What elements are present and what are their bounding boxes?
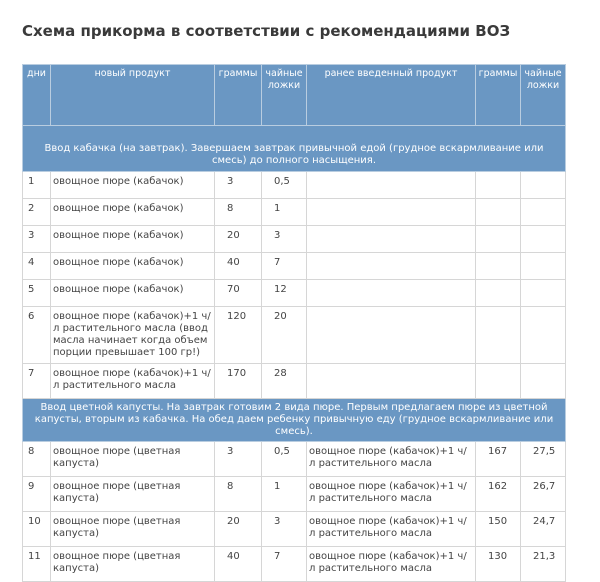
previous-spoons-cell — [521, 307, 566, 364]
grams-cell: 40 — [215, 253, 262, 280]
day-cell: 7 — [23, 364, 51, 399]
previous-product-cell: овощное пюре (кабачок)+1 ч/л растительного масла — [307, 512, 476, 547]
header-previous-grams: граммы — [476, 65, 521, 126]
previous-spoons-cell — [521, 364, 566, 399]
day-cell: 3 — [23, 226, 51, 253]
previous-grams-cell — [476, 364, 521, 399]
spoons-cell: 7 — [262, 547, 307, 582]
previous-grams-cell — [476, 172, 521, 199]
previous-product-cell: овощное пюре (кабачок)+1 ч/л растительного масла — [307, 442, 476, 477]
day-cell: 4 — [23, 253, 51, 280]
table-row — [23, 172, 566, 199]
feeding-schedule-table-wrap — [22, 64, 565, 582]
previous-spoons-cell — [521, 226, 566, 253]
previous-spoons-cell: 24,7 — [521, 512, 566, 547]
grams-cell: 20 — [215, 512, 262, 547]
section-row — [23, 399, 566, 442]
page-title: Схема прикорма в соответствии с рекомендациями ВОЗ — [22, 22, 511, 40]
spoons-cell: 28 — [262, 364, 307, 399]
grams-cell: 40 — [215, 547, 262, 582]
table-row — [23, 280, 566, 307]
grams-cell: 170 — [215, 364, 262, 399]
previous-product-cell: овощное пюре (кабачок)+1 ч/л растительного масла — [307, 477, 476, 512]
previous-product-cell — [307, 226, 476, 253]
table-row — [23, 364, 566, 399]
product-cell: овощное пюре (цветная капуста) — [51, 512, 215, 547]
spoons-cell: 7 — [262, 253, 307, 280]
previous-grams-cell: 150 — [476, 512, 521, 547]
header-grams: граммы — [215, 65, 262, 126]
previous-spoons-cell — [521, 199, 566, 226]
previous-product-cell — [307, 172, 476, 199]
feeding-schedule-table — [22, 64, 566, 582]
section-row — [23, 126, 566, 172]
previous-product-cell — [307, 280, 476, 307]
spoons-cell: 3 — [262, 512, 307, 547]
product-cell: овощное пюре (цветная капуста) — [51, 477, 215, 512]
table-row — [23, 199, 566, 226]
section-text: Ввод цветной капусты. На завтрак готовим 2 вида пюре. Первым предлагаем пюре из цветной капусты, вторым из кабачка. На обед даем ребенку привычную еду (грудное вскармливание или смесь). — [23, 399, 566, 442]
table-row — [23, 307, 566, 364]
product-cell: овощное пюре (кабачок) — [51, 172, 215, 199]
previous-product-cell — [307, 199, 476, 226]
product-cell: овощное пюре (кабачок) — [51, 253, 215, 280]
spoons-cell: 1 — [262, 199, 307, 226]
previous-product-cell — [307, 253, 476, 280]
spoons-cell: 0,5 — [262, 172, 307, 199]
header-new-product: новый продукт — [51, 65, 215, 126]
spoons-cell: 12 — [262, 280, 307, 307]
header-days: дни — [23, 65, 51, 126]
table-row — [23, 442, 566, 477]
header-spoons: чайные ложки — [262, 65, 307, 126]
spoons-cell: 0,5 — [262, 442, 307, 477]
previous-grams-cell: 162 — [476, 477, 521, 512]
day-cell: 10 — [23, 512, 51, 547]
day-cell: 11 — [23, 547, 51, 582]
spoons-cell: 20 — [262, 307, 307, 364]
day-cell: 5 — [23, 280, 51, 307]
section-text: Ввод кабачка (на завтрак). Завершаем завтрак привычной едой (грудное вскармливание или смесь) до полного насыщения. — [23, 126, 566, 172]
previous-grams-cell: 130 — [476, 547, 521, 582]
product-cell: овощное пюре (кабачок) — [51, 199, 215, 226]
day-cell: 9 — [23, 477, 51, 512]
table-row — [23, 512, 566, 547]
previous-spoons-cell — [521, 280, 566, 307]
spoons-cell: 1 — [262, 477, 307, 512]
previous-grams-cell — [476, 280, 521, 307]
previous-grams-cell — [476, 253, 521, 280]
table-row — [23, 253, 566, 280]
grams-cell: 8 — [215, 199, 262, 226]
previous-spoons-cell: 27,5 — [521, 442, 566, 477]
previous-product-cell — [307, 307, 476, 364]
product-cell: овощное пюре (цветная капуста) — [51, 547, 215, 582]
previous-spoons-cell: 21,3 — [521, 547, 566, 582]
grams-cell: 3 — [215, 172, 262, 199]
previous-grams-cell — [476, 226, 521, 253]
header-previous-spoons: чайные ложки — [521, 65, 566, 126]
product-cell: овощное пюре (кабачок) — [51, 280, 215, 307]
previous-grams-cell — [476, 199, 521, 226]
table-header-row — [23, 65, 566, 126]
previous-spoons-cell: 26,7 — [521, 477, 566, 512]
spoons-cell: 3 — [262, 226, 307, 253]
product-cell: овощное пюре (кабачок)+1 ч/л растительного масла — [51, 364, 215, 399]
previous-spoons-cell — [521, 253, 566, 280]
product-cell: овощное пюре (цветная капуста) — [51, 442, 215, 477]
grams-cell: 70 — [215, 280, 262, 307]
previous-grams-cell: 167 — [476, 442, 521, 477]
day-cell: 6 — [23, 307, 51, 364]
table-row — [23, 547, 566, 582]
previous-product-cell: овощное пюре (кабачок)+1 ч/л растительного масла — [307, 547, 476, 582]
table-row — [23, 477, 566, 512]
previous-product-cell — [307, 364, 476, 399]
grams-cell: 20 — [215, 226, 262, 253]
grams-cell: 8 — [215, 477, 262, 512]
day-cell: 8 — [23, 442, 51, 477]
previous-spoons-cell — [521, 172, 566, 199]
product-cell: овощное пюре (кабачок) — [51, 226, 215, 253]
grams-cell: 120 — [215, 307, 262, 364]
previous-grams-cell — [476, 307, 521, 364]
day-cell: 2 — [23, 199, 51, 226]
day-cell: 1 — [23, 172, 51, 199]
grams-cell: 3 — [215, 442, 262, 477]
product-cell: овощное пюре (кабачок)+1 ч/л растительного масла (ввод масла начинает когда объем порции превышает 100 гр!) — [51, 307, 215, 364]
header-previous-product: ранее введенный продукт — [307, 65, 476, 126]
table-row — [23, 226, 566, 253]
